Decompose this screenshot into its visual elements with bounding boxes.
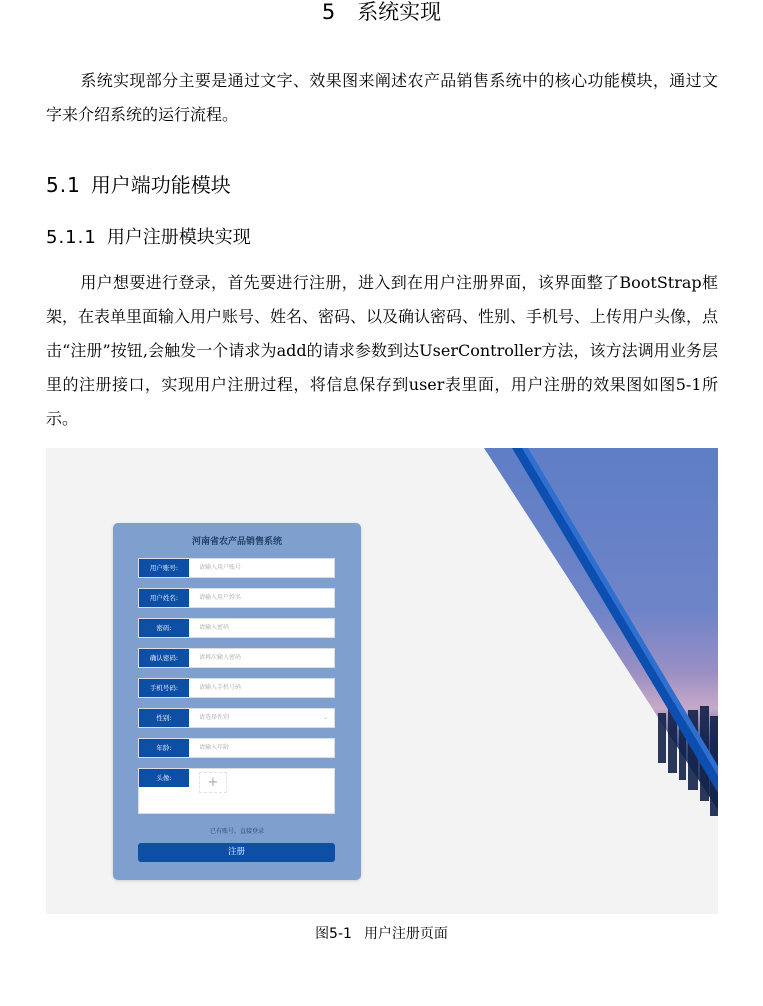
section-heading: [46, 170, 231, 200]
caption-title: 用户注册页面: [363, 926, 448, 942]
plus-icon[interactable]: +: [199, 772, 227, 793]
subsection-number: 5.1.1: [46, 227, 97, 248]
confirm-password-field[interactable]: [138, 648, 335, 668]
password-label: 密码:: [139, 619, 189, 637]
avatar-upload-field: [138, 768, 335, 814]
account-field[interactable]: [138, 558, 335, 578]
age-input[interactable]: 请输入年龄: [199, 744, 230, 751]
password-input[interactable]: 请输入密码: [199, 624, 230, 631]
gender-label: 性别:: [139, 709, 189, 727]
name-input[interactable]: 请输入用户姓名: [199, 594, 242, 601]
account-input[interactable]: 请输入用户账号: [199, 564, 242, 571]
password-field[interactable]: [138, 618, 335, 638]
phone-field[interactable]: [138, 678, 335, 698]
figure-caption: [0, 922, 763, 946]
phone-input[interactable]: 请输入手机号码: [199, 684, 242, 691]
account-label: 用户账号:: [139, 559, 189, 577]
age-label: 年龄:: [139, 739, 189, 757]
phone-label: 手机号码:: [139, 679, 189, 697]
registration-form: [113, 523, 361, 880]
subsection-title: 用户注册模块实现: [106, 227, 251, 248]
confirm-password-label: 确认密码:: [139, 649, 189, 667]
confirm-password-input[interactable]: 请再次输入密码: [199, 654, 242, 661]
gender-select[interactable]: [138, 708, 335, 728]
name-label: 用户姓名:: [139, 589, 189, 607]
login-link[interactable]: 已有账号，直接登录: [209, 828, 264, 835]
intro-paragraph: 系统实现部分主要是通过文字、效果图来阐述农产品销售系统中的核心功能模块，通过文字来介绍系统的运行流程。: [46, 71, 718, 124]
chapter-title: [0, 0, 763, 30]
chevron-down-icon[interactable]: ⌄: [322, 714, 328, 721]
name-field[interactable]: [138, 588, 335, 608]
chapter-number: 5: [321, 0, 336, 24]
chapter-title-text: 系统实现: [357, 0, 442, 24]
age-field[interactable]: [138, 738, 335, 758]
registration-screenshot: [46, 448, 718, 914]
body-paragraph: 用户想要进行登录，首先要进行注册，进入到在用户注册界面，该界面整了BootStrap框架，在表单里面输入用户账号、姓名、密码、以及确认密码、性别、手机号、上传用户头像，点击“注册”按钮,会触发一个请求为add的请求参数到达UserController方法，该方法调用业务层里的注册接口，实现用户注册过程，将信息保存到user表里面，用户注册的效果图如图5-1所示。: [46, 273, 719, 428]
section-title: 用户端功能模块: [90, 173, 231, 197]
subsection-heading: [46, 224, 251, 252]
gender-placeholder[interactable]: 请选择性别: [199, 714, 230, 721]
form-title: 河南省农产品销售系统: [191, 537, 282, 547]
caption-number: 图5-1: [315, 926, 352, 942]
avatar-label: 头像:: [139, 769, 189, 787]
section-number: 5.1: [46, 173, 81, 197]
register-button[interactable]: 注册: [138, 843, 335, 862]
